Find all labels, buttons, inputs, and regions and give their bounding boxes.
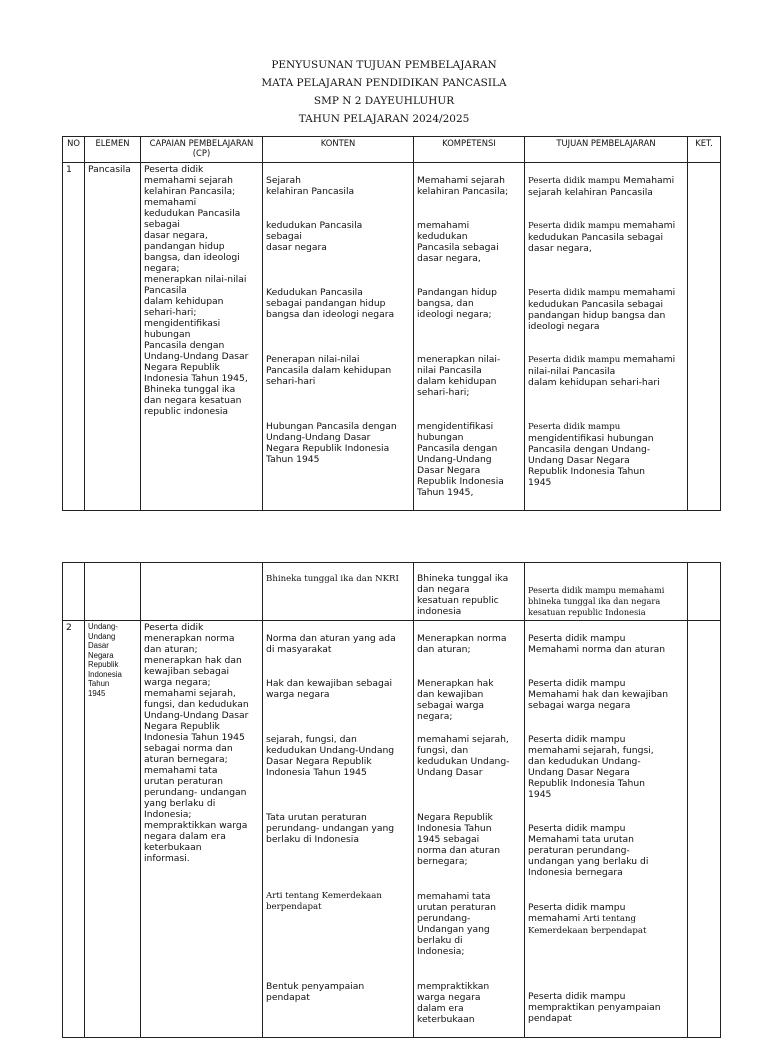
elemen-cell: Pancasila — [85, 163, 141, 511]
table-row — [63, 163, 721, 511]
table-header-row — [63, 137, 721, 163]
kompetensi-item: Pandangan hidup bangsa, dan ideologi negara; — [417, 287, 497, 320]
tujuan-cell — [525, 621, 688, 1038]
konten-item: Hubungan Pancasila dengan Undang-Undang Dasar Negara Republik Indonesia Tahun 1945 — [266, 421, 397, 465]
col-tujuan: TUJUAN PEMBELAJARAN — [525, 137, 688, 163]
kompetensi-item: memahami sejarah, fungsi, dan kedudukan Undang- Undang Dasar — [417, 734, 510, 778]
konten-item: Tata urutan peraturan perundang- undangan yang berlaku di Indonesia — [266, 812, 395, 845]
cp-cell: Peserta didik memahami sejarah kelahiran Pancasila; memahami kedudukan Pancasila sebagai dasar negara, pandangan hidup bangsa, dan ideologi negara; menerapkan nilai-nilai Pancasila dalam kehidupan sehari-hari; mengidentifikasi hubungan Pancasila dengan Undang-Undang Dasar Negara Republik Indonesia Tahun 1945, Bhineka tunggal ika dan negara kesatuan republic indonesia — [141, 163, 263, 511]
konten-item: Penerapan nilai-nilai Pancasila dalam kehidupan sehari-hari — [266, 354, 392, 387]
konten-item: Norma dan aturan yang ada di masyarakat — [266, 633, 396, 655]
konten-cell — [263, 621, 414, 1038]
tujuan-cell — [525, 163, 688, 511]
elemen-cell: Undang- Undang Dasar Negara Republik Indonesia Tahun 1945 — [85, 621, 141, 1038]
tujuan-item: Peserta didik mampu Memahami sejarah kelahiran Pancasila — [528, 175, 675, 198]
kompetensi-cell — [414, 621, 525, 1038]
document-title — [0, 56, 768, 128]
konten-item: Arti tentang Kemerdekaan berpendapat — [266, 891, 382, 912]
kompetensi-cell — [414, 163, 525, 511]
tujuan-item: Peserta didik mampu Memahami tata urutan peraturan perundang- undangan yang berlaku di Indonesia bernegara — [528, 823, 649, 878]
table-row — [63, 621, 721, 1038]
tujuan-item: Peserta didik mampu memahami nilai-nilai Pancasila dalam kehidupan sehari-hari — [528, 354, 676, 388]
row-number: 1 — [63, 163, 85, 511]
row-number: 2 — [63, 621, 85, 1038]
tujuan-item: Peserta didik mampu Memahami hak dan kewajiban sebagai warga negara — [528, 678, 669, 711]
tujuan-item: Peserta didik mampu memahami kedudukan Pancasila sebagai dasar negara, — [528, 220, 676, 254]
title-line-4: TAHUN PELAJARAN 2024/2025 — [298, 113, 470, 125]
konten-item: kedudukan Pancasila sebagai dasar negara — [266, 220, 363, 253]
ket-cell — [688, 563, 721, 621]
kompetensi-item: menerapkan nilai- nilai Pancasila dalam kehidupan sehari-hari; — [417, 354, 501, 398]
learning-objectives-table-2 — [62, 562, 721, 1038]
col-no: NO — [63, 137, 85, 163]
tujuan-cell: Peserta didik mampu memahami bhineka tunggal ika dan negara kesatuan republic Indonesia — [525, 563, 688, 621]
cp-cell — [141, 563, 263, 621]
col-konten: KONTEN — [263, 137, 414, 163]
kompetensi-item: memahami tata urutan peraturan perundang- Undangan yang berlaku di Indonesia; — [417, 891, 496, 957]
konten-cell: Bhineka tunggal ika dan NKRI — [263, 563, 414, 621]
title-line-2: MATA PELAJARAN PENDIDIKAN PANCASILA — [261, 77, 507, 89]
tujuan-item: Peserta didik mampu memahami kedudukan Pancasila sebagai pandangan hidup bangsa dan ideologi negara — [528, 287, 676, 332]
tujuan-item: Peserta didik mampu memahami sejarah, fungsi, dan kedudukan Undang- Undang Dasar Negara Republik Indonesia Tahun 1945 — [528, 734, 654, 800]
row-number — [63, 563, 85, 621]
tujuan-item: Peserta didik mampu Memahami norma dan aturan — [528, 633, 666, 655]
tujuan-item: Peserta didik mampu memahami Arti tentang Kemerdekaan berpendapat — [528, 902, 647, 936]
title-line-1: PENYUSUNAN TUJUAN PEMBELAJARAN — [271, 59, 497, 71]
ket-cell — [688, 163, 721, 511]
col-kompetensi: KOMPETENSI — [414, 137, 525, 163]
konten-item: sejarah, fungsi, dan kedudukan Undang-Undang Dasar Negara Republik Indonesia Tahun 1945 — [266, 734, 395, 778]
konten-item: Bentuk penyampaian pendapat — [266, 981, 365, 1003]
col-ket: KET. — [688, 137, 721, 163]
konten-item: Sejarah kelahiran Pancasila — [266, 175, 355, 197]
kompetensi-cell: Bhineka tunggal ika dan negara kesatuan republic indonesia — [414, 563, 525, 621]
konten-item: Hak dan kewajiban sebagai warga negara — [266, 678, 393, 700]
col-elemen: ELEMEN — [85, 137, 141, 163]
kompetensi-item: Menerapkan hak dan kewajiban sebagai warga negara; — [417, 678, 494, 722]
tujuan-item: Peserta didik mampu mengidentifikasi hubungan Pancasila dengan Undang- Undang Dasar Negara Republik Indonesia Tahun 1945 — [528, 422, 654, 488]
kompetensi-item: Menerapkan norma dan aturan; — [417, 633, 507, 655]
tujuan-item: Peserta didik mampu mempraktikan penyampaian pendapat — [528, 991, 661, 1024]
kompetensi-item: Memahami sejarah kelahiran Pancasila; — [417, 175, 509, 197]
col-cp: CAPAIAN PEMBELAJARAN (CP) — [141, 137, 263, 163]
kompetensi-item: Negara Republik Indonesia Tahun 1945 sebagai norma dan aturan bernegara; — [417, 812, 501, 867]
kompetensi-item: mempraktikkan warga negara dalam era keterbukaan — [417, 981, 490, 1025]
table-row — [63, 563, 721, 621]
elemen-cell — [85, 563, 141, 621]
cp-cell: Peserta didik menerapkan norma dan aturan; menerapkan hak dan kewajiban sebagai warga negara; memahami sejarah, fungsi, dan kedudukan Undang-Undang Dasar Negara Republik Indonesia Tahun 1945 sebagai norma dan aturan bernegara; memahami tata urutan peraturan perundang- undangan yang berlaku di Indonesia; mempraktikkan warga negara dalam era keterbukaan informasi. — [141, 621, 263, 1038]
ket-cell — [688, 621, 721, 1038]
kompetensi-item: memahami kedudukan Pancasila sebagai dasar negara, — [417, 220, 499, 264]
learning-objectives-table-1 — [62, 136, 721, 511]
kompetensi-item: mengidentifikasi hubungan Pancasila dengan Undang-Undang Dasar Negara Republik Indonesia Tahun 1945, — [417, 421, 504, 498]
konten-cell — [263, 163, 414, 511]
title-line-3: SMP N 2 DAYEUHLUHUR — [313, 95, 455, 107]
konten-item: Kedudukan Pancasila sebagai pandangan hidup bangsa dan ideologi negara — [266, 287, 395, 320]
